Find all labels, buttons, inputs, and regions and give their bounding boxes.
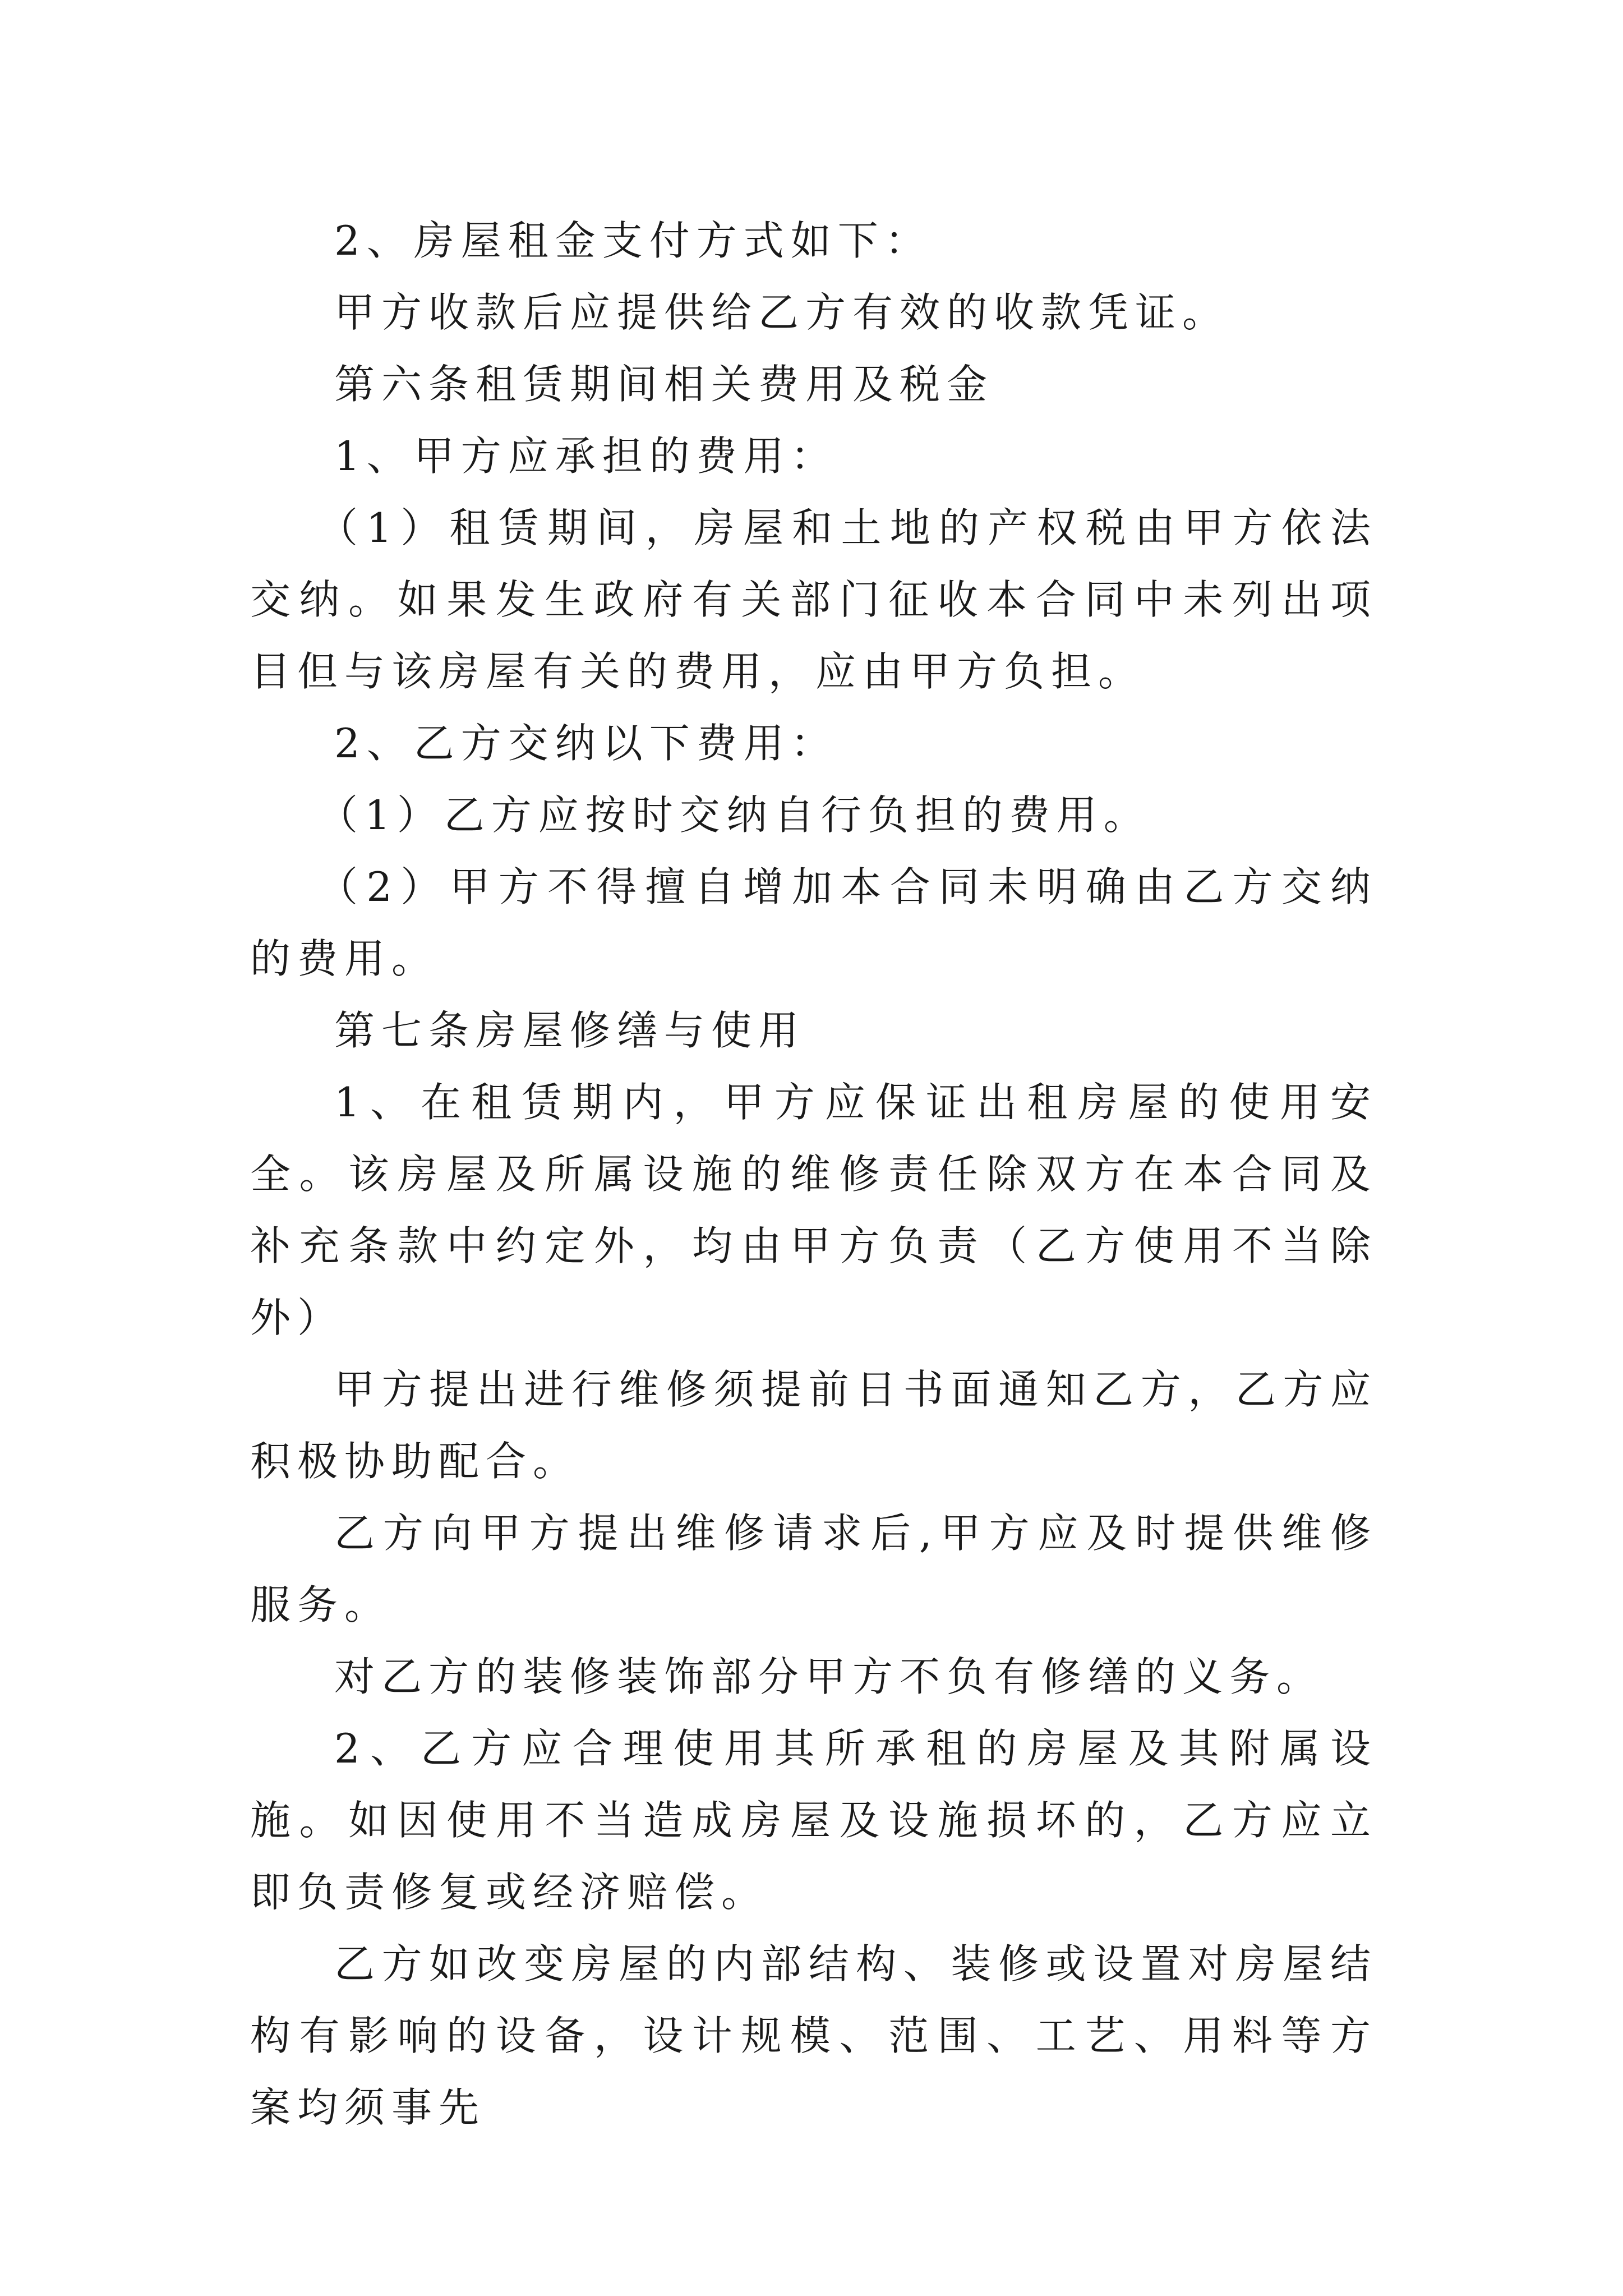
heading-article-6: 第六条租赁期间相关费用及税金: [334, 361, 994, 408]
document-body: [250, 205, 1377, 2143]
paragraph-structure-change: 乙方如改变房屋的内部结构、装修或设置对房屋结构有影响的设备，设计规模、范围、工艺、用料等方案均须事先: [250, 1940, 1377, 2131]
paragraph-safety-repair: 1、在租赁期内，甲方应保证出租房屋的使用安全。该房屋及所属设施的维修责任除双方在本合同及补充条款中约定外，均由甲方负责（乙方使用不当除外）: [250, 1079, 1377, 1341]
paragraph-property-tax: （1）租赁期间，房屋和土地的产权税由甲方依法交纳。如果发生政府有关部门征收本合同中未列出项目但与该房屋有关的费用，应由甲方负担。: [250, 504, 1377, 695]
heading-article-7: 第七条房屋修缮与使用: [334, 1007, 806, 1054]
paragraph-party-a-fees: 1、甲方应承担的费用：: [334, 432, 838, 480]
paragraph-no-extra-fees: （2）甲方不得擅自增加本合同未明确由乙方交纳的费用。: [250, 863, 1377, 982]
paragraph-rent-payment: 2、房屋租金支付方式如下：: [334, 217, 932, 264]
paragraph-pay-on-time: （1）乙方应按时交纳自行负担的费用。: [317, 792, 1151, 839]
paragraph-decoration: 对乙方的装修装饰部分甲方不负有修缮的义务。: [334, 1653, 1324, 1700]
paragraph-repair-request: 乙方向甲方提出维修请求后,甲方应及时提供维修服务。: [250, 1510, 1377, 1628]
paragraph-party-b-fees: 2、乙方交纳以下费用：: [334, 720, 838, 767]
paragraph-proper-use: 2、乙方应合理使用其所承租的房屋及其附属设施。如因使用不当造成房屋及设施损坏的，乙方应立即负责修复或经济赔偿。: [250, 1725, 1377, 1916]
paragraph-receipt: 甲方收款后应提供给乙方有效的收款凭证。: [334, 289, 1230, 336]
paragraph-repair-notice: 甲方提出进行维修须提前日书面通知乙方，乙方应积极协助配合。: [250, 1366, 1377, 1485]
